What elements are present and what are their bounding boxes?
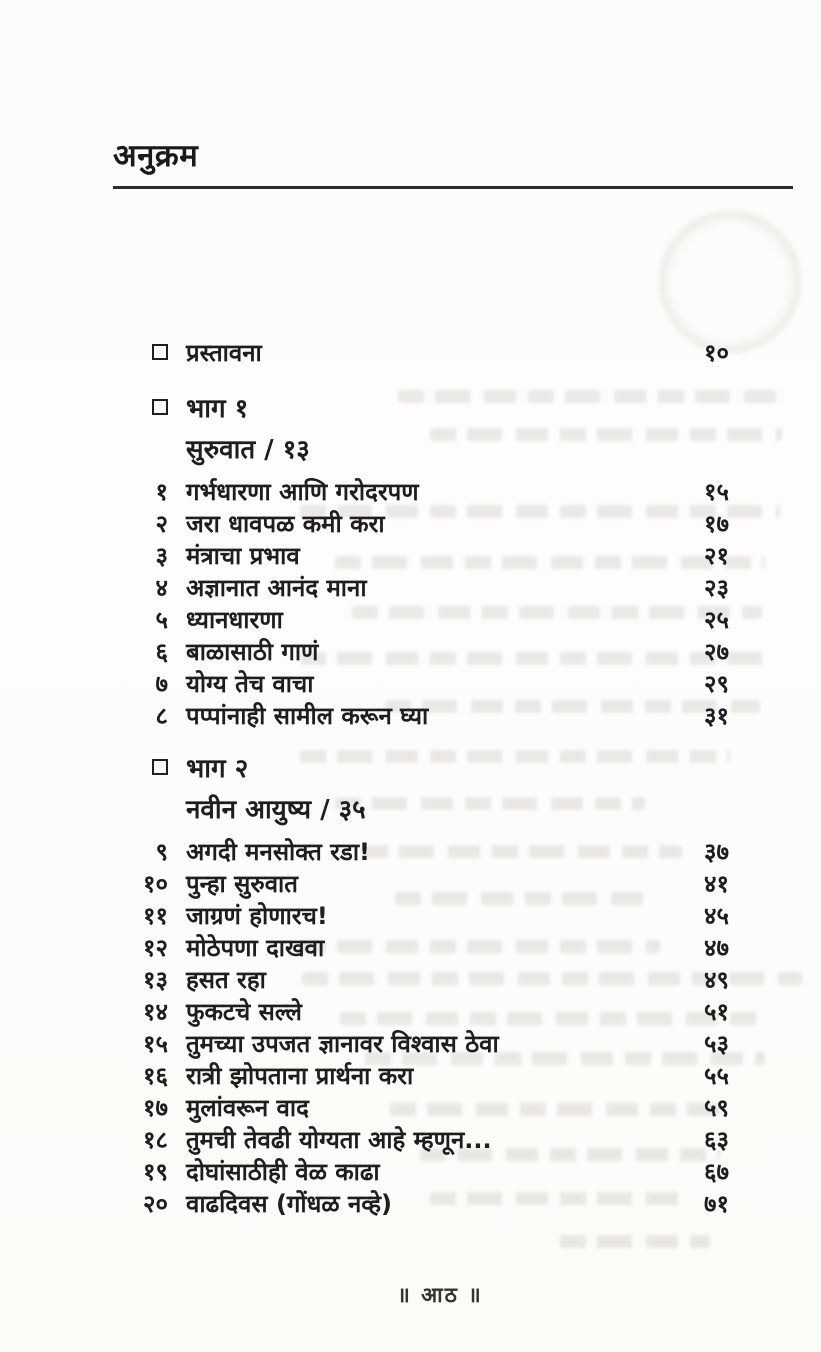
bullet-cell xyxy=(113,430,168,472)
toc-row-chapter xyxy=(113,964,729,996)
chapter-number: १८ xyxy=(143,1126,168,1154)
page-number: २१ xyxy=(704,542,729,570)
toc-row-chapter xyxy=(113,868,729,900)
page-number: २७ xyxy=(704,638,729,666)
bleed-through-line xyxy=(560,1235,710,1248)
page-footer: ॥ आठ ॥ xyxy=(397,1283,483,1307)
toc-row-chapter xyxy=(113,572,729,604)
chapter-number: ११ xyxy=(143,902,168,930)
toc-row-chapter xyxy=(113,476,729,508)
toc-row-front xyxy=(113,336,729,372)
chapter-title: गर्भधारणा आणि गरोदरपण xyxy=(186,478,419,506)
toc-row-chapter xyxy=(113,700,729,732)
chapter-number: १० xyxy=(143,870,168,898)
chapter-number: २ xyxy=(155,510,168,538)
page-number: ५३ xyxy=(704,1030,729,1058)
page-number: २९ xyxy=(704,670,729,698)
chapter-title: ध्यानधारणा xyxy=(186,606,283,634)
chapter-number: १५ xyxy=(143,1030,168,1058)
bullet-cell xyxy=(113,790,168,832)
chapter-number: १९ xyxy=(143,1158,168,1186)
chapter-number: ६ xyxy=(155,638,168,666)
square-bullet-icon xyxy=(152,399,168,415)
toc-row-chapter xyxy=(113,508,729,540)
page-number: ५५ xyxy=(704,1062,729,1090)
chapter-title: फुकटचे सल्ले xyxy=(186,998,302,1026)
chapter-title: तुमची तेवढी योग्यता आहे म्हणून... xyxy=(186,1126,492,1154)
toc-row-chapter xyxy=(113,900,729,932)
chapter-title: मुलांवरून वाद xyxy=(186,1094,309,1122)
page-number: ४१ xyxy=(704,870,729,898)
chapter-title: जरा धावपळ कमी करा xyxy=(186,510,385,538)
chapter-title: रात्री झोपताना प्रार्थना करा xyxy=(186,1062,414,1090)
chapter-title: हसत रहा xyxy=(186,966,266,994)
chapter-title: बाळासाठी गाणं xyxy=(186,638,319,666)
chapter-number: १७ xyxy=(143,1094,168,1122)
page-number: ३७ xyxy=(704,838,729,866)
chapter-title: मोठेपणा दाखवा xyxy=(186,934,325,962)
page-number: ३१ xyxy=(704,702,729,730)
square-bullet-icon xyxy=(152,344,168,360)
chapter-title: वाढदिवस (गोंधळ नव्हे) xyxy=(186,1190,392,1218)
chapter-title: दोघांसाठीही वेळ काढा xyxy=(186,1158,380,1186)
title-rule xyxy=(113,186,793,189)
page-title: अनुक्रम xyxy=(113,138,199,174)
chapter-number: २० xyxy=(143,1190,168,1218)
toc-row-chapter xyxy=(113,932,729,964)
page-number: ४५ xyxy=(704,902,729,930)
chapter-number: १३ xyxy=(143,966,168,994)
chapter-title: पुन्हा सुरुवात xyxy=(186,870,298,898)
page-number: ४९ xyxy=(704,966,729,994)
bullet-cell xyxy=(113,390,168,430)
bullet-cell xyxy=(113,750,168,790)
chapter-number: ५ xyxy=(155,606,168,634)
page-number: ७१ xyxy=(704,1190,729,1218)
chapter-number: १४ xyxy=(143,998,168,1026)
chapter-title: जाग्रणं होणारच! xyxy=(186,902,328,930)
toc-row-chapter xyxy=(113,636,729,668)
part-subtitle: नवीन आयुष्य / ३५ xyxy=(186,795,366,825)
page-number: ६३ xyxy=(704,1126,729,1154)
toc-row-sub xyxy=(113,430,729,472)
page-number: ५९ xyxy=(704,1094,729,1122)
chapter-title: मंत्राचा प्रभाव xyxy=(186,542,300,570)
chapter-number: ९ xyxy=(155,838,168,866)
chapter-number: ७ xyxy=(155,670,168,698)
toc-row-chapter xyxy=(113,836,729,868)
toc-row-chapter xyxy=(113,1060,729,1092)
page-number: १० xyxy=(704,339,729,367)
chapter-number: १२ xyxy=(143,934,168,962)
chapter-title: अज्ञानात आनंद माना xyxy=(186,574,367,602)
entry-title: प्रस्तावना xyxy=(186,339,262,367)
chapter-title: तुमच्या उपजत ज्ञानावर विश्वास ठेवा xyxy=(186,1030,499,1058)
toc-row-chapter xyxy=(113,1156,729,1188)
part-subtitle: सुरुवात / १३ xyxy=(186,435,310,465)
chapter-number: ३ xyxy=(155,542,168,570)
toc-row-chapter xyxy=(113,540,729,572)
bullet-cell xyxy=(113,336,168,372)
chapter-number: १६ xyxy=(143,1062,168,1090)
page-number: ५१ xyxy=(704,998,729,1026)
toc-row-chapter xyxy=(113,604,729,636)
toc-row-sub xyxy=(113,790,729,832)
page-number: ४७ xyxy=(704,934,729,962)
toc-row-chapter xyxy=(113,996,729,1028)
page-number: १५ xyxy=(704,478,729,506)
toc-row-part xyxy=(113,750,729,790)
page-number: २५ xyxy=(704,606,729,634)
chapter-number: ८ xyxy=(155,702,168,730)
toc-row-chapter xyxy=(113,1124,729,1156)
page-number: २३ xyxy=(704,574,729,602)
stamp-watermark-icon xyxy=(658,210,802,354)
chapter-title: अगदी मनसोक्त रडा! xyxy=(186,838,370,866)
chapter-title: पप्पांनाही सामील करून घ्या xyxy=(186,702,429,730)
chapter-number: १ xyxy=(155,478,168,506)
chapter-number: ४ xyxy=(155,574,168,602)
toc-row-chapter xyxy=(113,1188,729,1220)
toc-list xyxy=(113,336,729,1220)
page-number: ६७ xyxy=(704,1158,729,1186)
toc-row-chapter xyxy=(113,668,729,700)
toc-row-chapter xyxy=(113,1092,729,1124)
entry-title: भाग २ xyxy=(186,754,249,784)
toc-row-part xyxy=(113,390,729,430)
page-number: १७ xyxy=(704,510,729,538)
entry-title: भाग १ xyxy=(186,394,249,424)
toc-row-chapter xyxy=(113,1028,729,1060)
chapter-title: योग्य तेच वाचा xyxy=(186,670,314,698)
square-bullet-icon xyxy=(152,759,168,775)
